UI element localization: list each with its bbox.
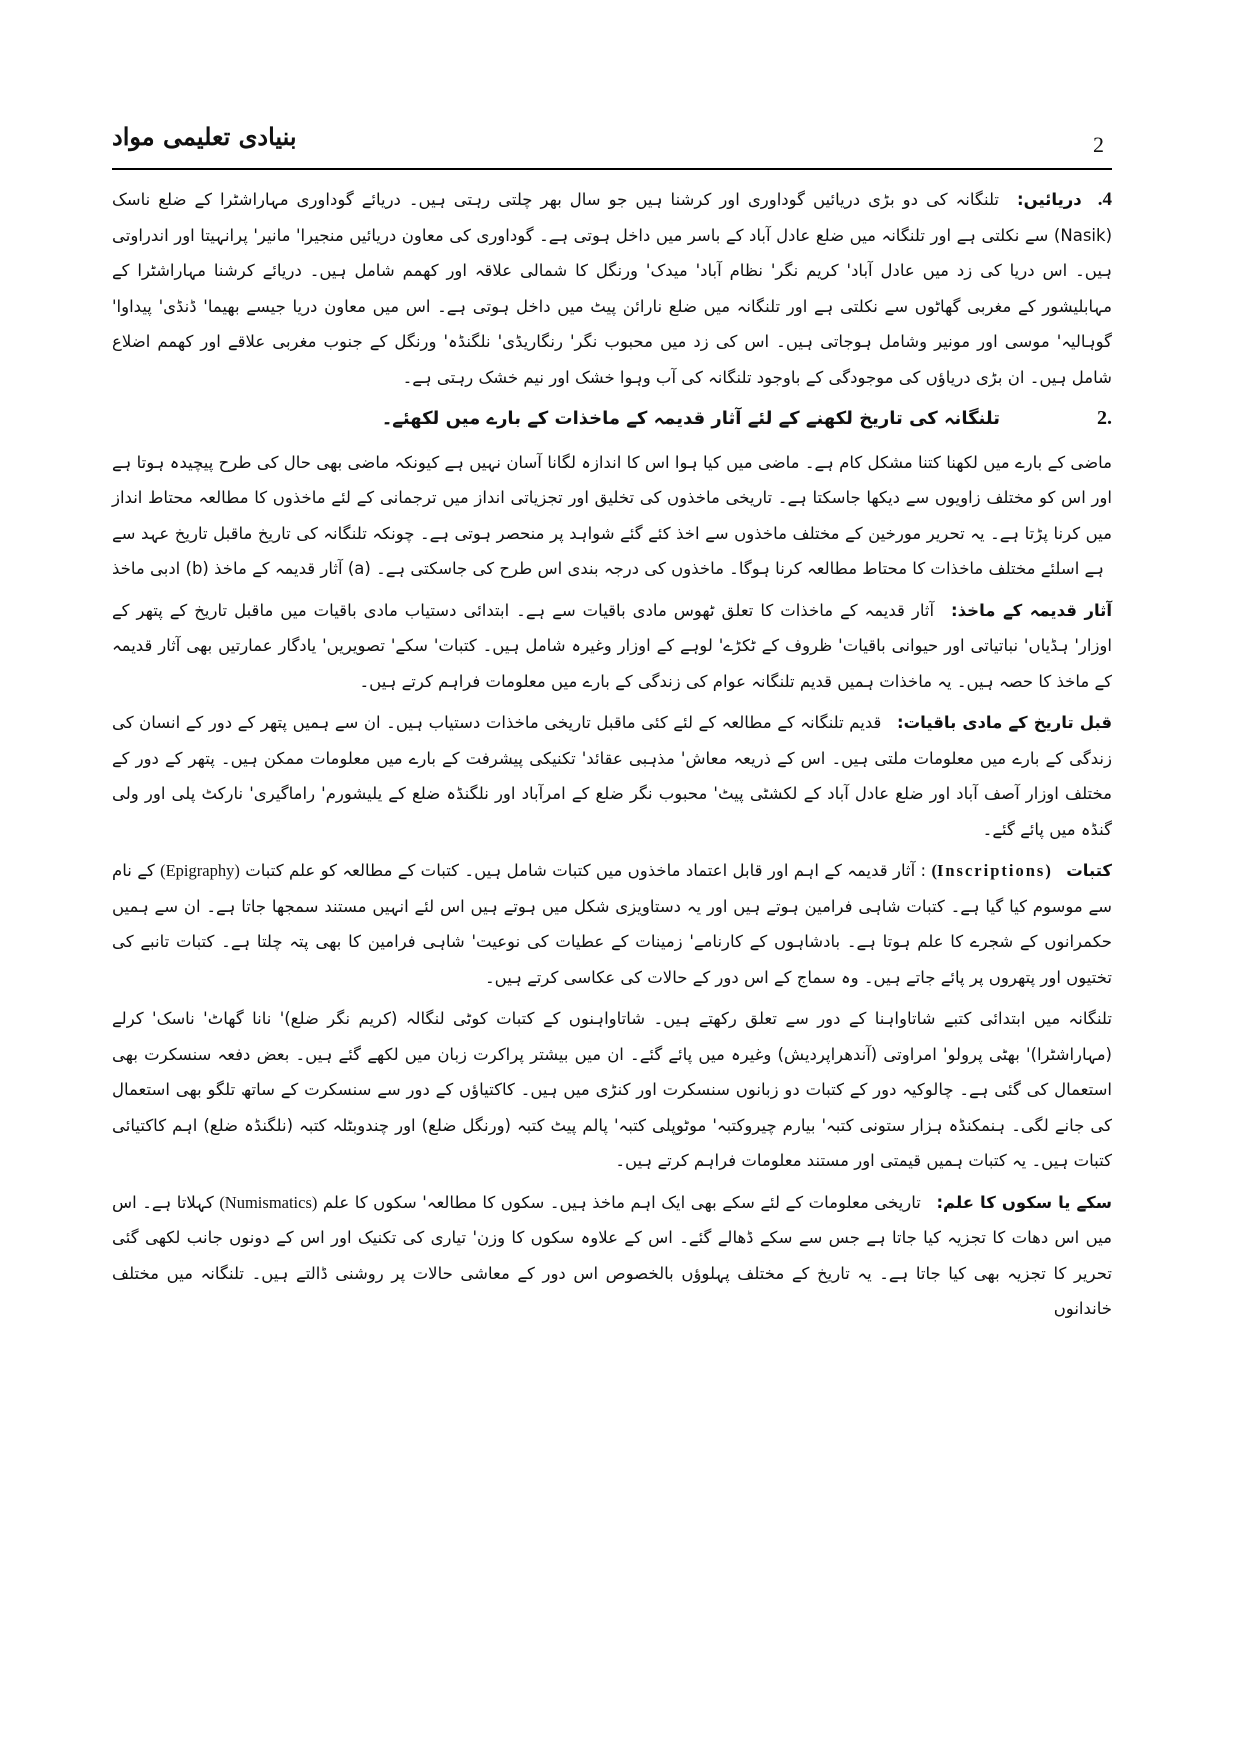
rivers-text: تلنگانہ کی دو بڑی دریائیں گوداوری اور کرشنا ہیں جو سال بھر چلتی رہتی ہیں۔ دریائے گوداوری مہاراشٹرا کے ضلع ناسک (Nasik) سے نکلتی ہے اور تلنگانہ میں ضلع عادل آباد کے باسر میں داخل ہوتی ہے۔ گوداوری کی معاون دریائیں منجیرا' مانیر' پرانہیتا اور اندراوتی ہیں۔ اس دریا کی زد میں عادل آباد' کریم نگر' نظام آباد' میدک' ورنگل کا شمالی علاقہ اور کھمم شامل ہیں۔ دریائے کرشنا مہاراشٹرا کے مہابلیشور کے مغربی گھاٹوں سے نکلتی ہے اور تلنگانہ میں ضلع نارائن پیٹ میں داخل ہوتی ہے۔ اس میں معاون دریا جیسے بھیما' ڈنڈی' پیداوا' گوہالیہ' موسی اور مونیر وشامل ہوجاتی ہیں۔ اس کی زد میں محبوب نگر' رنگاریڈی' نلگنڈہ' ورنگل کے جنوب مغربی علاقے اور کھمم اضلاع شامل ہیں۔ ان بڑی دریاؤں کی موجودگی کے باوجود تلنگانہ کی آب وہوا خشک اور نیم خشک رہتی ہے۔ — [112, 190, 1112, 387]
question-text: تلنگانہ کی تاریخ لکھنے کے لئے آثار قدیمہ کے ماخذات کے بارے میں لکھئے۔ — [381, 408, 1000, 429]
prehistoric-paragraph — [112, 705, 1112, 847]
inscriptions-text-a: : آثار قدیمہ کے اہم اور قابل اعتماد ماخذوں میں کتبات شامل ہیں۔ کتبات کے مطالعہ کو علم کتبات — [245, 861, 927, 880]
prehistoric-text: قدیم تلنگانہ کے مطالعہ کے لئے کئی ماقبل تاریخی ماخذات دستیاب ہیں۔ ان سے ہمیں پتھر کے دور کے انسان کی زندگی کے بارے میں معلومات ملتی ہیں۔ اس کے ذریعہ معاش' مذہبی عقائد' تکنیکی پیشرفت کے بارے میں معلومات ممکن ہیں۔ پتھر کے دور کے مختلف اوزار آصف آباد اور ضلع عادل آباد کے لکشٹی پیٹ' محبوب نگر ضلع کے امرآباد اور نلگنڈہ ضلع کے یلیشورم' راماگیری' نارکٹ پلی اور ولی گنڈہ میں پائے گئے۔ — [112, 713, 1112, 839]
telangana-inscriptions-paragraph — [112, 1001, 1112, 1179]
inscriptions-latin-term: (Inscriptions) — [931, 861, 1051, 880]
header-divider — [112, 168, 1112, 170]
rivers-paragraph — [112, 182, 1112, 395]
epigraphy-term: (Epigraphy) — [160, 861, 240, 880]
numismatics-paragraph — [112, 1185, 1112, 1327]
question-heading — [112, 401, 1112, 437]
inscriptions-paragraph — [112, 853, 1112, 995]
archaeological-paragraph — [112, 593, 1112, 700]
item-number: 4. — [1097, 189, 1112, 210]
page-content — [112, 182, 1112, 1333]
page-header — [112, 110, 1112, 170]
telangana-inscriptions-text: تلنگانہ میں ابتدائی کتبے شاتاواہنا کے دور سے تعلق رکھتے ہیں۔ شاتاواہنوں کے کتبات کوٹی لنگالہ (کریم نگر ضلع)' نانا گھاٹ' ناسک' کرلے (مہاراشٹرا)' بھٹی پرولو' امراوتی (آندھراپردیش) وغیرہ میں پائے گئے۔ ان میں بیشتر پراکرت زبان میں لکھے گئے ہیں۔ بعض دفعہ سنسکرت بھی استعمال کی گئی ہے۔ چالوکیہ دور کے کتبات دو زبانوں سنسکرت اور کنڑی میں ہیں۔ کاکتیاؤں کے دور سے سنسکرت کے ساتھ تلگو بھی استعمال کی جانے لگی۔ ہنمکنڈہ ہزار ستونی کتبہ' بیارم چیروکتبہ' موٹوپلی کتبہ' پالم پیٹ کتبہ (ورنگل ضلع) اور چندوبٹلہ کتبہ (نلگنڈہ ضلع) اہم کاکتیائی کتبات ہیں۔ یہ کتبات ہمیں قیمتی اور مستند معلومات فراہم کرتے ہیں۔ — [112, 1009, 1112, 1170]
intro-text: ماضی کے بارے میں لکھنا کتنا مشکل کام ہے۔ ماضی میں کیا ہوا اس کا اندازہ لگانا آسان نہیں ہے کیونکہ ماضی بھی حال کی طرح پیچیدہ ہوتا ہے اور اس کو مختلف زاویوں سے دیکھا جاسکتا ہے۔ تاریخی ماخذوں کی تخلیق اور تجزیاتی انداز میں ترجمانی کے لئے ماخذوں کا مطالعہ محتاط انداز میں کرنا پڑتا ہے۔ یہ تحریر مورخین کے مختلف ماخذوں سے اخذ کئے گئے شواہد پر منحصر ہوتی ہے۔ چونکہ تلنگانہ کی تاریخ ماقبل تاریخ عہد سے ہے اسلئے مختلف ماخذات کا محتاط مطالعہ کرنا ہوگا۔ ماخذوں کی درجہ بندی اس طرح کی جاسکتی ہے۔ (a) آثار قدیمہ کے ماخذ (b) ادبی ماخذ — [112, 452, 1112, 578]
page-number: 2 — [1093, 132, 1104, 157]
prehistoric-heading: قبل تاریخ کے مادی باقیات: — [896, 713, 1112, 732]
document-page — [112, 110, 1113, 1318]
archaeological-heading: آثار قدیمہ کے ماخذ: — [951, 600, 1112, 620]
archaeological-text: آثار قدیمہ کے ماخذات کا تعلق ٹھوس مادی باقیات سے ہے۔ ابتدائی دستیاب مادی باقیات میں ماقبل تاریخ کے پتھر کے اوزار' ہڈیاں' نباتیاتی اور حیوانی باقیات' ظروف کے ٹکڑے' لوہے کے اوزار وغیرہ شامل ہیں۔ کتبات' سکے' تصویریں' یادگار عمارتیں بھی آثار قدیمہ کے ماخذ کا حصہ ہیں۔ یہ ماخذات ہمیں قدیم تلنگانہ عوام کی زندگی کے بارے میں معلومات فراہم کرتے ہیں۔ — [112, 600, 1112, 691]
book-title: بنیادی تعلیمی مواد — [112, 122, 297, 151]
question-number: .2 — [1097, 407, 1112, 429]
rivers-heading: دریائیں: — [1017, 190, 1082, 209]
numismatics-latin-term: (Numismatics) — [219, 1192, 318, 1212]
inscriptions-heading: کتبات — [1066, 861, 1113, 880]
numismatics-heading: سکے یا سکوں کا علم: — [936, 1192, 1112, 1212]
inscriptions-text-b: کے نام سے موسوم کیا گیا ہے۔ کتبات شاہی فرامین ہوتے ہیں اور یہ دستاویزی شکل میں ہوتے ہیں اس لئے انہیں مستند سمجھا جاتا ہے۔ ان سے ہمیں حکمرانوں کے شجرے کا علم ہوتا ہے۔ بادشاہوں کے کارنامے' زمینات کے عطیات کی نوعیت' شاہی فرامین کا بھی پتہ چلتا ہے۔ کتبات تانبے کی تختیوں اور پتھروں پر پائے جاتے ہیں۔ وہ سماج کے اس دور کے حالات کی عکاسی کرتے ہیں۔ — [112, 861, 1112, 987]
intro-paragraph — [112, 445, 1112, 587]
numismatics-text-b: کہلاتا ہے۔ اس میں اس دھات کا تجزیہ کیا جاتا ہے جس سے سکے ڈھالے گئے۔ اس کے علاوہ سکوں کا وزن' تیاری کی تکنیک اور اس کے دونوں جانب لکھی گئی تحریر کا تجزیہ بھی کیا جاتا ہے۔ یہ تاریخ کے مختلف پہلوؤں بالخصوص اس دور کے معاشی حالات پر روشنی ڈالتے ہیں۔ تلنگانہ میں مختلف خاندانوں — [112, 1192, 1112, 1318]
numismatics-text-a: تاریخی معلومات کے لئے سکے بھی ایک اہم ماخذ ہیں۔ سکوں کا مطالعہ' سکوں کا علم — [322, 1192, 921, 1212]
